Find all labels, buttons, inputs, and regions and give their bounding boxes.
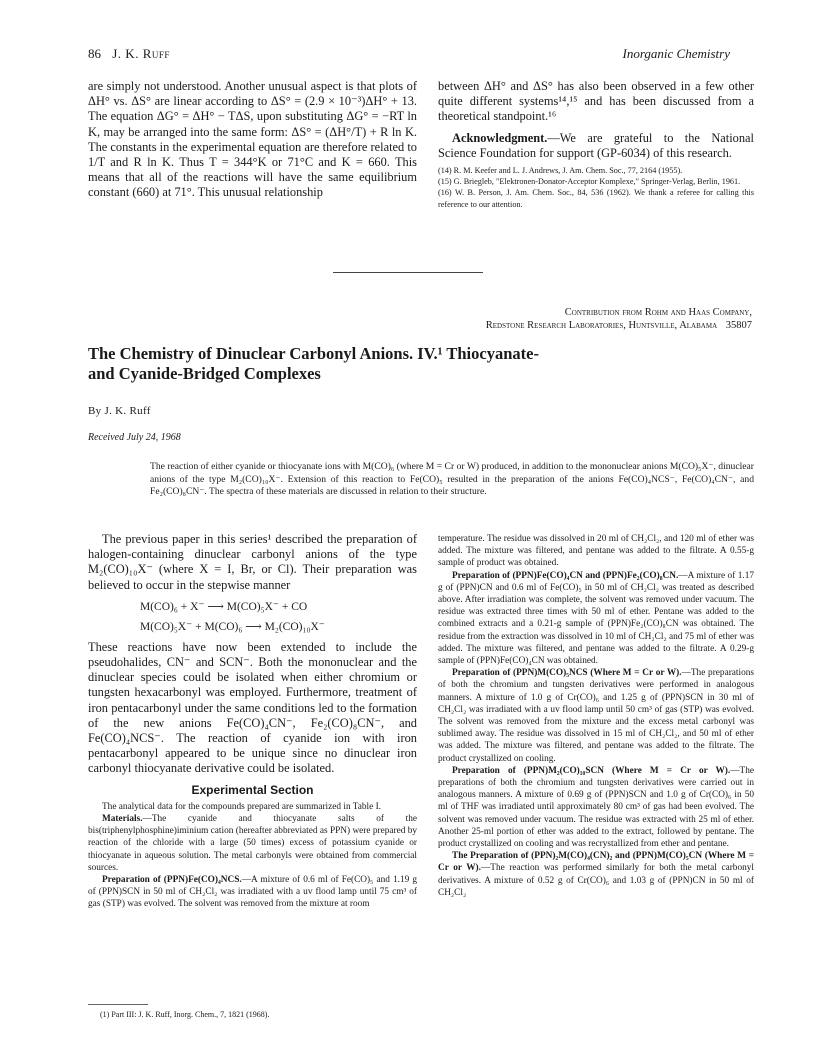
running-header-left (88, 46, 170, 62)
section-heading: Experimental Section (191, 782, 314, 797)
byline: By J. K. Ruff (88, 405, 151, 417)
prep-m-ncs-text: —The preparations of both the chromium and tungsten derivatives were performed in analogous manners. A mixture of 1.0 g of Cr(CO)₆ and 1.25 g of (PPN)SCN in 30 ml of CH₂Cl₂ was irradiated with a uv flood lamp until 50 cm³ of gas (STP) was evolved. The solvent was removed from the mixture and the excess metal carbonyl was sublimed away. The residue was dissolved in 15 ml of CH₂Cl₂, and 50 ml of ether was added. The mixture was filtered, and pentane was added to the filtrate. The product crystallized on cooling. (438, 668, 754, 764)
acknowledgment-label: Acknowledgment. (452, 130, 548, 145)
prep-m-ncs-paragraph (438, 667, 754, 765)
experimental-text (88, 801, 417, 911)
running-author: J. K. Ruff (112, 46, 170, 61)
intro-paragraph: The previous paper in this series¹ described the preparation of halogen-containing dinuclear carbonyl anions of the type M₂(CO)₁₀X⁻ (where X = I, Br, or Cl). Their preparation was believed to occur in the stepwise manner (88, 532, 417, 592)
journal-name: Inorganic Chemistry (622, 46, 730, 61)
previous-article-text: are simply not understood. Another unusual aspect is that plots of ΔH° vs. ΔS° are linear according to ΔS° = (2.9 × 10⁻³)ΔH° + 13. The equation ΔG° = ΔH° − TΔS, upon substituting ΔG° = −RT ln K, may be arranged into the same form: ΔS° = (ΔH°/T) + R ln K. The constants in the experimental equation are therefore related to 1/T and R ln K. Thus T = 344°K or 71°C and K = 660. This means that all of the reactions will have the same equilibrium constant (660) at 71°. This unusual relationship (88, 79, 417, 200)
equation-2: M(CO)₅X⁻ + M(CO)₆ ⟶ M₂(CO)₁₀X⁻ (140, 620, 325, 633)
contribution-line-2 (486, 320, 752, 331)
previous-article-conclusion: between ΔH° and ΔS° has also been observed in a few other quite different systems¹⁴,¹⁵ and has been discussed from a theoretical standpoint.¹⁶ (438, 79, 754, 124)
prep-fe-ncs-paragraph (88, 874, 417, 911)
continued-text: temperature. The residue was dissolved in 20 ml of CH₂Cl₂, and 120 ml of ether was added. The mixture was filtered, and pentane was added to the filtrate. A 0.55-g sample of product was obtained. (438, 534, 754, 569)
article-right-column (438, 533, 754, 899)
prep-m2-scn-text: —The preparations of both the chromium and tungsten derivatives were carried out in analogous manners. A mixture of 0.69 g of (PPN)SCN and 1.0 g of Cr(CO)₆ in 50 ml of THF was irradiated until approximately 80 cm³ of gas had been evolved. The solvent was removed under vacuum. The residue was extracted with 25 ml of ether. Another 25-ml portion of ether was added to the extract, followed by pentane. The product crystallized on cooling and was recrystallized from ether and pentane. (438, 765, 754, 850)
experimental-intro: The analytical data for the compounds prepared are summarized in Table I. (102, 801, 382, 812)
prep-m-cn-paragraph (438, 850, 754, 899)
article-separator-rule (333, 272, 483, 273)
prep-m2-scn-label: Preparation of (PPN)M₂(CO)₁₀SCN (Where M = Cr or W). (452, 765, 731, 776)
reference-item: (15) G. Briegleb, "Elektronen-Donator-Acceptor Komplexe," Springer-Verlag, Berlin, 1961. (438, 177, 741, 187)
prep-fe-ncs-label: Preparation of (PPN)Fe(CO)₄NCS. (102, 875, 242, 886)
reference-item: (14) R. M. Keefer and L. J. Andrews, J. Am. Chem. Soc., 77, 2164 (1955). (438, 166, 683, 176)
received-date: Received July 24, 1968 (88, 432, 181, 443)
prep-m2-scn-paragraph (438, 765, 754, 850)
article-title-line-1: The Chemistry of Dinuclear Carbonyl Anions. IV.¹ Thiocyanate- (88, 344, 539, 363)
abstract: The reaction of either cyanide or thiocyanate ions with M(CO)₆ (where M = Cr or W) produced, in addition to the mononuclear anions M(CO)₅X⁻, dinuclear anions of the type M₂(CO)₁₀X⁻. Extension of this reaction to Fe(CO)₅ resulted in the preparation of the anions Fe(CO)₄NCS⁻, Fe(CO)₄CN⁻, and Fe₂(CO)₈CN⁻. The spectra of these materials are discussed in relation to their structure. (150, 461, 754, 498)
materials-text: —The cyanide and thiocyanate salts of the bis(triphenylphosphine)iminium cation (hereafter abbreviated as PPN) were prepared by reaction of the chloride with a large (50 times) excess of potassium cyanide or thiocyanate in aqueous solution. The metal carbonyls were obtained from commercial sources. (88, 814, 417, 873)
prep-fe-ncs-text: —A mixture of 0.6 ml of Fe(CO)₅ and 1.19 g of (PPN)SCN in 50 ml of CH₂Cl₂ was irradiated with a uv flood lamp until 75 cm³ of gas (STP) was evolved. The solvent was removed from the mixture at room (88, 875, 417, 910)
prep-fe-cn-text: —A mixture of 1.17 g of (PPN)CN and 0.6 ml of Fe(CO)₅ in 50 ml of CH₂Cl₂ was treated as described above. After irradiation was complete, the solvent was removed under vacuum. The residue was extracted three times with 50 ml of ether. Pentane was added to the combined extracts and a 0.21-g sample of (PPN)Fe₂(CO)₈CN was obtained. The residue from the extraction was dissolved in 10 ml of CH₂Cl₂ and 75 ml of ether was added. The mixture was filtered, and pentane was added to the filtrate. A 0.29-g sample of (PPN)Fe(CO)₄CN was obtained. (438, 570, 755, 667)
acknowledgment-text: —We are grateful to the National Science Foundation for support (GP-6034) of this research. (438, 130, 754, 160)
reference-list (438, 165, 754, 210)
materials-label: Materials. (102, 814, 143, 825)
equation-1: M(CO)₆ + X⁻ ⟶ M(CO)₅X⁻ + CO (140, 600, 308, 613)
article-title (88, 344, 768, 384)
page-number: 86 (88, 46, 101, 61)
previous-article-left-column (88, 79, 417, 201)
prep-m-ncs-label: Preparation of (PPN)M(CO)₅NCS (Where M = Cr or W). (452, 668, 682, 679)
previous-article-right-column (438, 79, 754, 210)
contribution-line-1: Contribution from Rohm and Haas Company, (564, 307, 752, 318)
prep-m-cn-label: The Preparation of (PPN)₂M(CO)₄(CN)₂ and (PPN)M(CO)₅CN (Where M = Cr or W). (438, 851, 754, 874)
acknowledgment-paragraph (438, 131, 754, 161)
contribution-address: Redstone Research Laboratories, Huntsville, Alabama (485, 320, 718, 331)
footnote: (1) Part III: J. K. Ruff, Inorg. Chem., 7, 1821 (1968). (100, 1010, 270, 1019)
prep-fe-cn-paragraph (438, 570, 754, 668)
contribution-zip: 35807 (725, 320, 752, 331)
prep-fe-cn-label: Preparation of (PPN)Fe(CO)₄CN and (PPN)Fe₂(CO)₈CN. (452, 570, 679, 581)
reference-item: (16) W. B. Person, J. Am. Chem. Soc., 84, 536 (1962). We thank a referee for calling this reference to our attention. (438, 188, 754, 209)
materials-paragraph (88, 813, 417, 874)
article-left-column (88, 532, 417, 911)
prep-m-cn-text: —The reaction was performed similarly for both the metal carbonyl derivatives. A mixture of 0.52 g of Cr(CO)₆ and 1.03 g of (PPN)CN in 50 ml of CH₂Cl₂ (438, 863, 754, 898)
pseudohalide-paragraph: These reactions have now been extended to include the pseudohalides, CN⁻ and SCN⁻. Both the mononuclear and the dinuclear species could be isolated when either chromium or tungsten hexacarbonyl was employed. Furthermore, treatment of iron pentacarbonyl under the same conditions led to the formation of the new anions Fe(CO)₄CN⁻, Fe₂(CO)₈CN⁻, and Fe(CO)₄NCS⁻. The reaction of cyanide ion with iron pentacarbonyl appeared to be unique since no dinuclear iron carbonyl thiocyanate derivative could be isolated. (88, 639, 417, 776)
footnote-rule (88, 1004, 148, 1005)
article-title-line-2: and Cyanide-Bridged Complexes (88, 364, 321, 383)
